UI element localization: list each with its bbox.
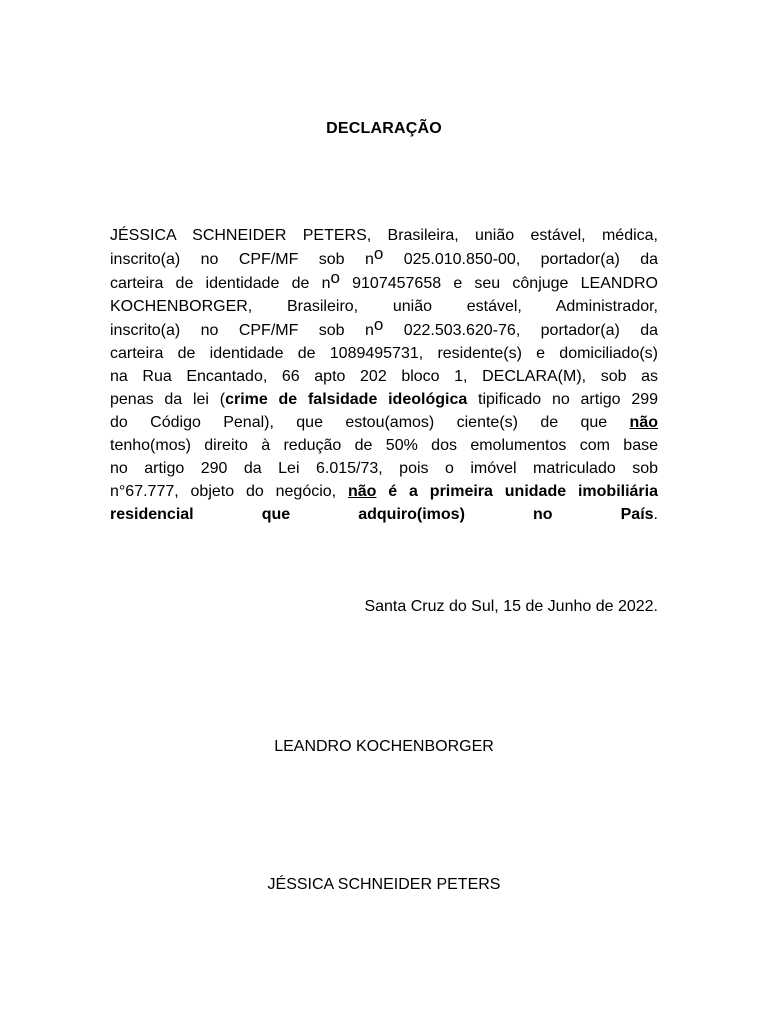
body-text: . (653, 506, 658, 523)
bold-underlined-text: não (347, 483, 377, 500)
signatory-name: LEANDRO KOCHENBORGER (274, 738, 494, 755)
body-text: n°67.777, objeto do negócio, (110, 483, 348, 500)
body-line (110, 503, 658, 526)
declaration-body (110, 224, 658, 526)
body-line (110, 365, 658, 388)
body-text: penas da lei ( (110, 391, 226, 408)
body-line (110, 224, 658, 247)
superscript-o: o (373, 315, 384, 334)
body-line (110, 434, 658, 457)
body-line (110, 480, 658, 503)
body-text: inscrito(a) no CPF/MF sob n (110, 322, 374, 339)
body-text: inscrito(a) no CPF/MF sob n (110, 251, 374, 268)
body-line (110, 457, 658, 480)
superscript-o: o (373, 244, 384, 263)
superscript-o: o (330, 268, 340, 287)
place-and-date: Santa Cruz do Sul, 15 de Junho de 2022. (364, 598, 658, 615)
document-title: DECLARAÇÃO (326, 120, 442, 137)
bold-text: residencial que adquiro(imos) no País (110, 506, 654, 523)
body-text: do Código Penal), que estou(amos) ciente(s) de que (110, 414, 630, 431)
body-text: tipificado no artigo 299 (467, 391, 659, 408)
body-text: 025.010.850-00, portador(a) da (383, 251, 659, 268)
body-line (110, 342, 658, 365)
body-line (110, 315, 659, 342)
body-text: tenho(mos) direito à redução de 50% dos emolumentos com base (110, 437, 658, 454)
body-text: 9107457658 e seu cônjuge LEANDRO (339, 275, 658, 292)
body-text: no artigo 290 da Lei 6.015/73, pois o imóvel matriculado sob (110, 460, 658, 477)
body-text: JÉSSICA SCHNEIDER PETERS, Brasileira, união estável, médica, (110, 227, 658, 244)
body-line (110, 411, 658, 434)
body-text: carteira de identidade de 1089495731, residente(s) e domiciliado(s) (110, 345, 658, 362)
bold-text: crime de falsidade ideológica (225, 391, 468, 408)
bold-text: é a primeira unidade imobiliária (376, 483, 659, 500)
body-line (110, 244, 659, 271)
bold-underlined-text: não (629, 414, 658, 431)
signatory-name: JÉSSICA SCHNEIDER PETERS (267, 876, 501, 893)
body-text: 022.503.620-76, portador(a) da (383, 322, 659, 339)
body-line (110, 388, 658, 411)
body-line (110, 295, 658, 318)
body-text: carteira de identidade de n (110, 275, 331, 292)
body-text: na Rua Encantado, 66 apto 202 bloco 1, DECLARA(M), sob as (110, 368, 658, 385)
body-line (110, 268, 658, 295)
body-text: KOCHENBORGER, Brasileiro, união estável, Administrador, (110, 298, 658, 315)
